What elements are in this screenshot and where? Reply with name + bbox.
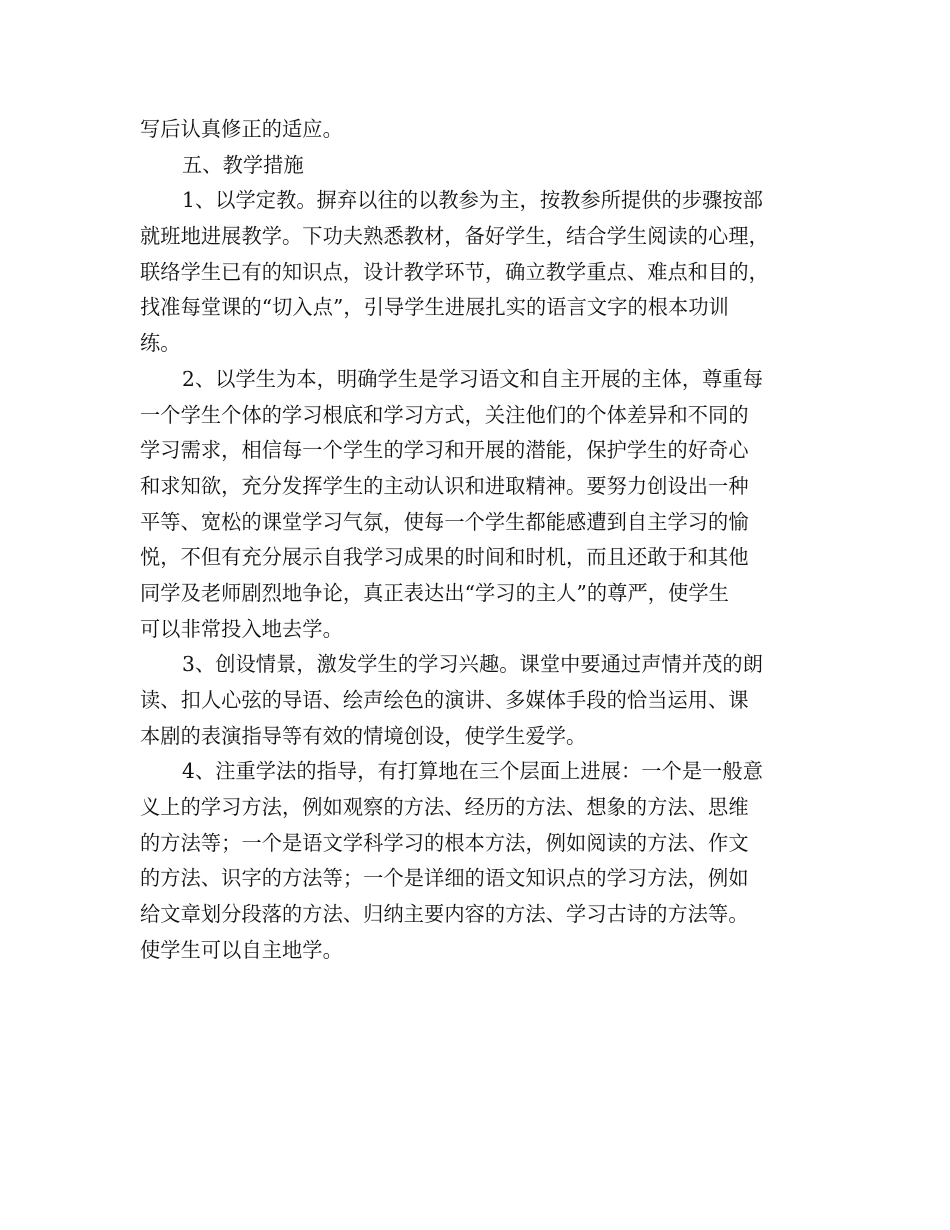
paragraph-2-line: 2、以学生为本，明确学生是学习语文和自主开展的主体，尊重每 xyxy=(182,366,763,391)
paragraph-4-line: 义上的学习方法，例如观察的方法、经历的方法、想象的方法、思维 xyxy=(140,795,749,820)
paragraph-3-line: 本剧的表演指导等有效的情境创设，使学生爱学。 xyxy=(140,723,587,748)
paragraph-2-line: 学习需求，相信每一个学生的学习和开展的潜能，保护学生的好奇心 xyxy=(140,438,749,463)
paragraph-2-line: 可以非常投入地去学。 xyxy=(140,616,343,641)
section-heading: 五、教学措施 xyxy=(182,152,304,177)
paragraph-2-line: 悦，不但有充分展示自我学习成果的时间和时机，而且还敢于和其他 xyxy=(140,545,749,570)
paragraph-2-line: 和求知欲，充分发挥学生的主动认识和进取精神。要努力创设出一种 xyxy=(140,473,749,498)
paragraph-4-line: 的方法、识字的方法等；一个是详细的语文知识点的学习方法，例如 xyxy=(140,866,749,891)
paragraph-2-line: 一个学生个体的学习根底和学习方式，关注他们的个体差异和不同的 xyxy=(140,402,749,427)
document-body xyxy=(140,112,810,969)
paragraph-1-line: 练。 xyxy=(140,331,181,356)
paragraph-1-line: 1、以学定教。摒弃以往的以教参为主，按教参所提供的步骤按部 xyxy=(182,188,763,213)
paragraph-4-line: 给文章划分段落的方法、归纳主要内容的方法、学习古诗的方法等。 xyxy=(140,902,749,927)
paragraph-1-line: 联络学生已有的知识点，设计教学环节，确立教学重点、难点和目的， xyxy=(140,259,769,284)
paragraph-3-line: 3、创设情景，激发学生的学习兴趣。课堂中要通过声情并茂的朗 xyxy=(182,652,763,677)
paragraph-1-line: 就班地进展教学。下功夫熟悉教材，备好学生，结合学生阅读的心理， xyxy=(140,224,769,249)
paragraph-2-line: 平等、宽松的课堂学习气氛，使每一个学生都能感遭到自主学习的愉 xyxy=(140,509,749,534)
paragraph-2-line: 同学及老师剧烈地争论，真正表达出“学习的主人”的尊严，使学生 xyxy=(140,580,729,605)
paragraph-1-line: 找准每堂课的“切入点”，引导学生进展扎实的语言文字的根本功训 xyxy=(140,295,729,320)
paragraph-4-line: 使学生可以自主地学。 xyxy=(140,937,343,962)
text-line: 写后认真修正的适应。 xyxy=(140,117,343,141)
paragraph-4-line: 的方法等；一个是语文学科学习的根本方法，例如阅读的方法、作文 xyxy=(140,830,749,855)
paragraph-3-line: 读、扣人心弦的导语、绘声绘色的演讲、多媒体手段的恰当运用、课 xyxy=(140,688,749,712)
paragraph-4-line: 4、注重学法的指导，有打算地在三个层面上进展：一个是一般意 xyxy=(182,759,763,784)
